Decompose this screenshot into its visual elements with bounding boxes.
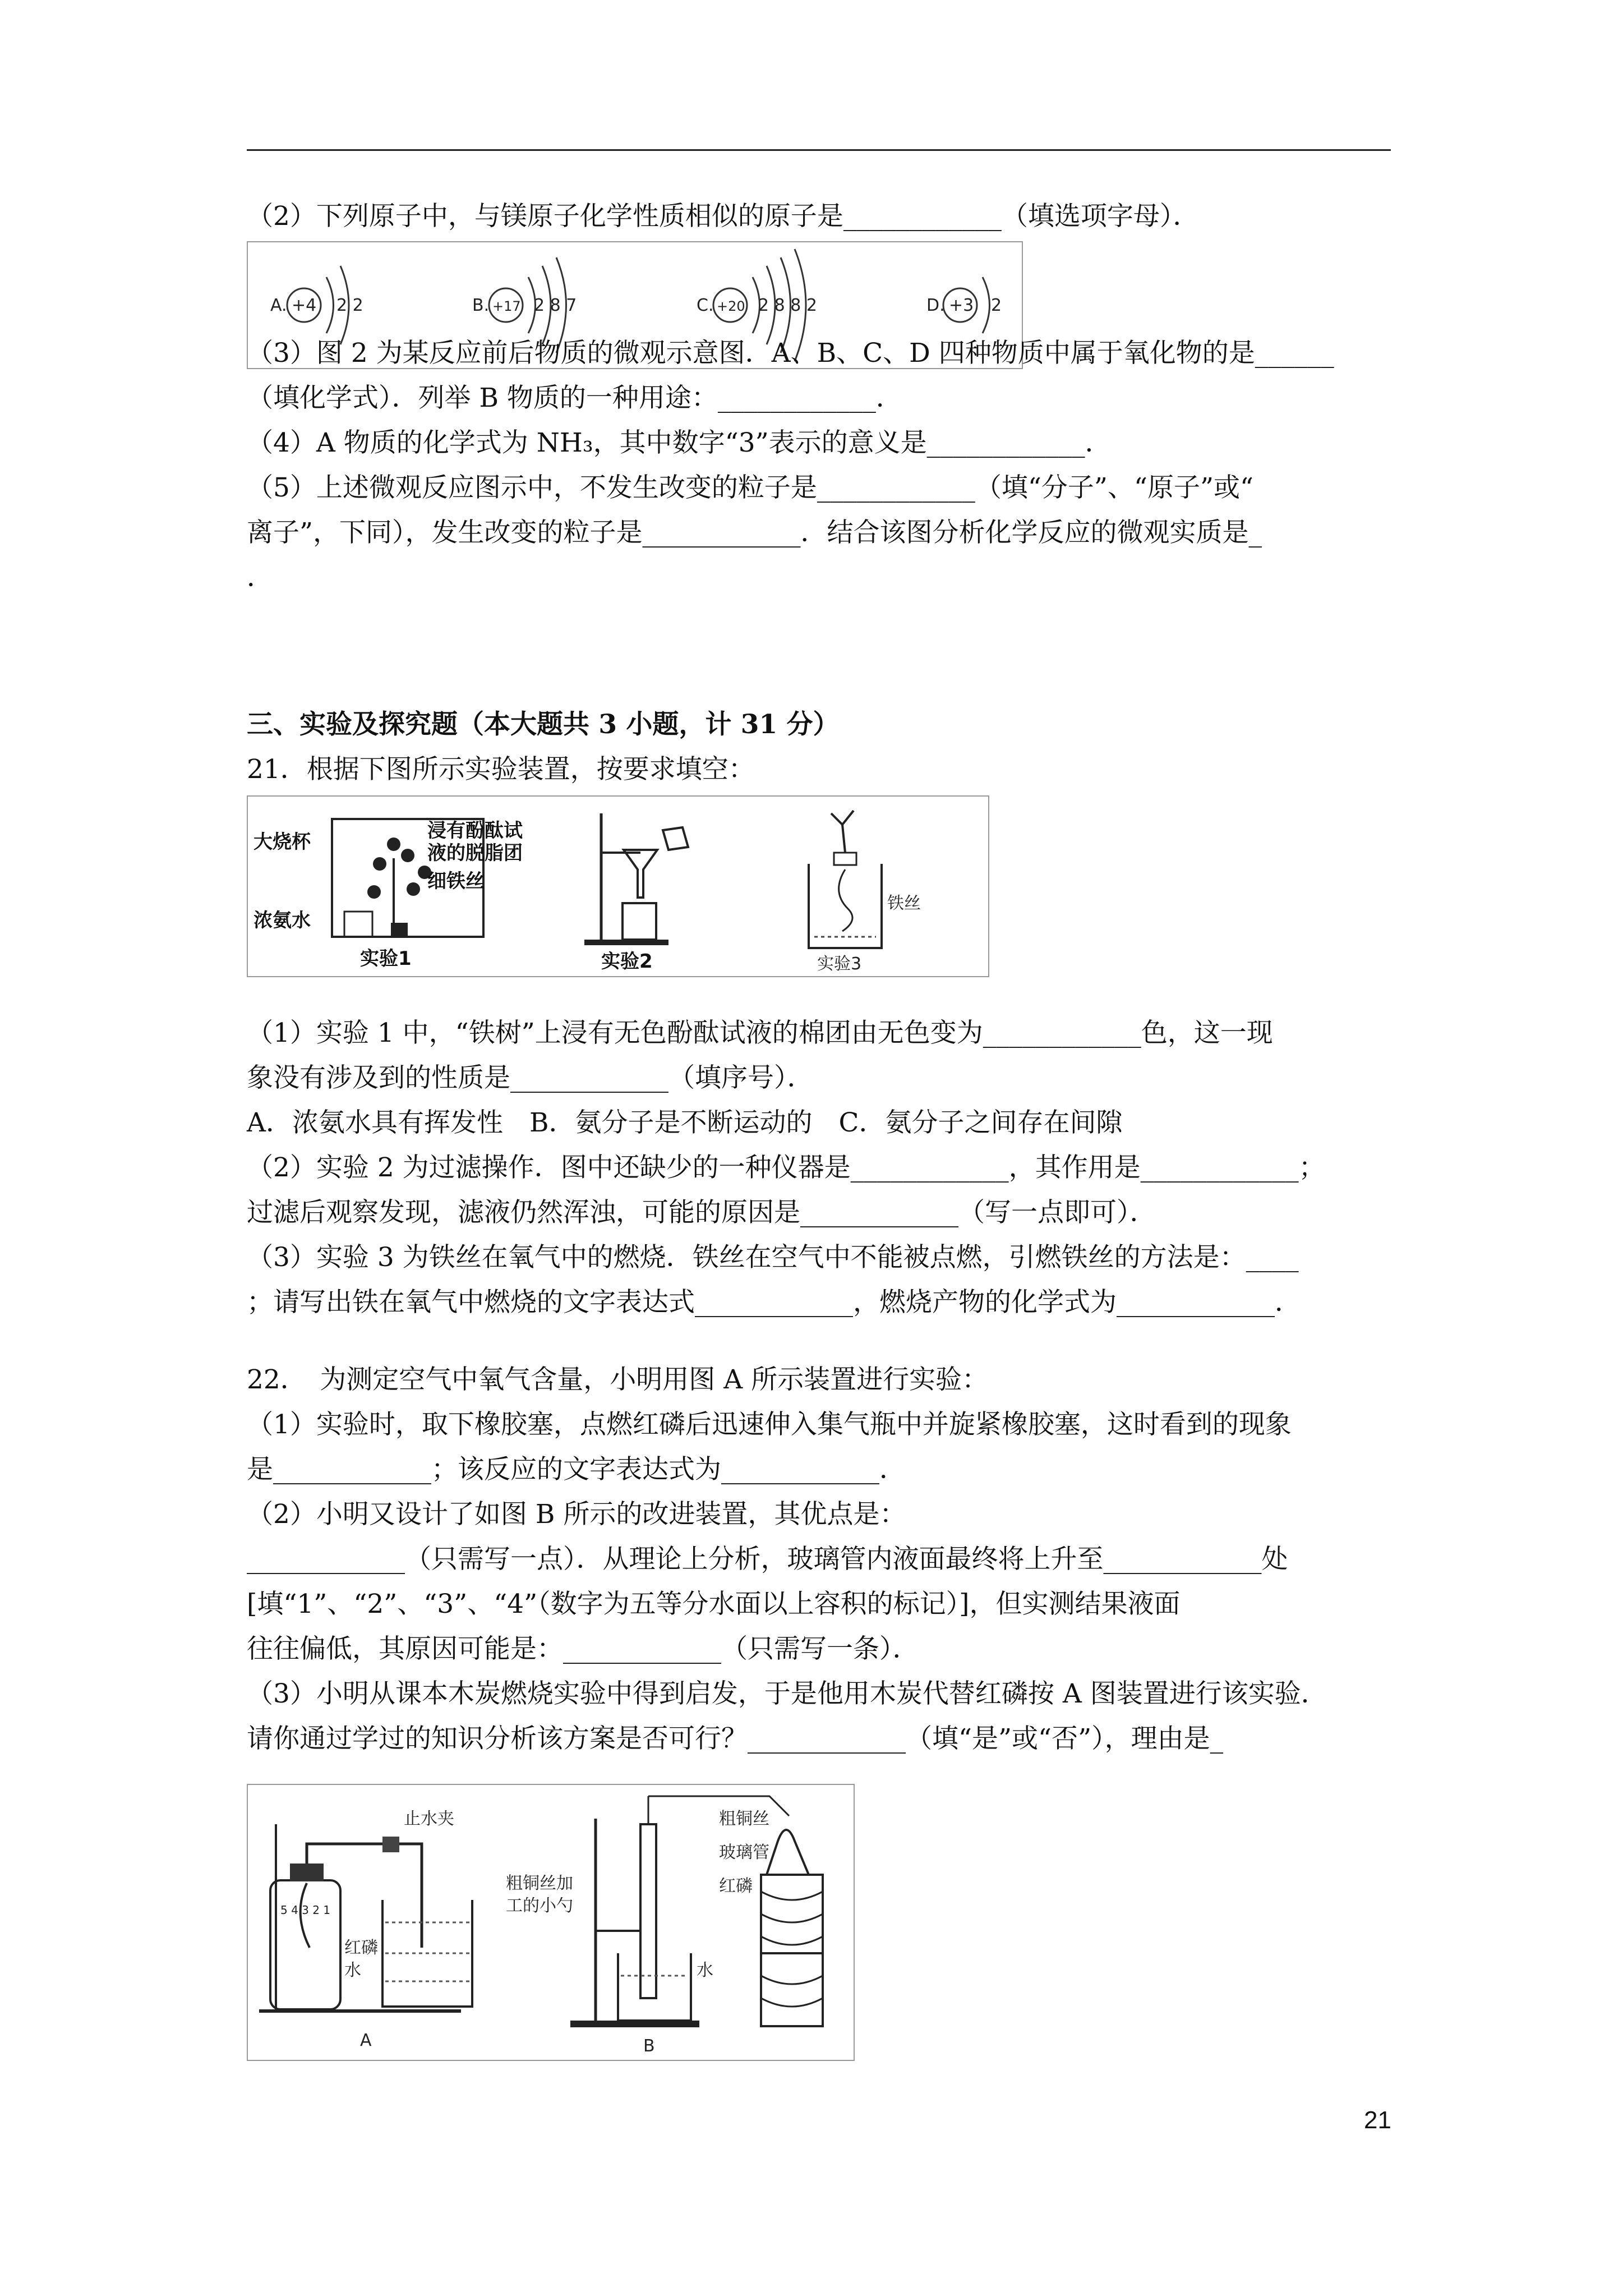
svg-text:2: 2 — [991, 296, 1002, 315]
q22-1-line2: 是____________；该反应的文字表达式为____________． — [247, 1454, 906, 1485]
svg-text:红磷: 红磷 — [719, 1876, 753, 1896]
svg-text:粗铜丝: 粗铜丝 — [719, 1809, 769, 1829]
experiment-2-apparatus — [584, 813, 688, 973]
svg-text:红磷: 红磷 — [344, 1938, 378, 1958]
q21-1-line2: 象没有涉及到的性质是____________（填序号）． — [247, 1062, 814, 1093]
q22-2-line4: 往往偏低，其原因可能是：____________（只需写一条）． — [247, 1634, 919, 1664]
experiment-1-apparatus — [253, 819, 523, 970]
svg-text:2 2: 2 2 — [336, 296, 363, 315]
page-number: 21 — [1364, 2106, 1391, 2134]
q20-4-line: （4）A 物质的化学式为 NH₃，其中数字“3”表示的意义是____________． — [247, 427, 1112, 458]
svg-text:+17: +17 — [492, 298, 521, 314]
q21-stem: 21．根据下图所示实验装置，按要求填空： — [247, 754, 755, 785]
q21-2-line1: （2）实验 2 为过滤操作．图中还缺少的一种仪器是____________，其作用是____________； — [247, 1152, 1325, 1183]
figure-b-apparatus — [506, 1796, 823, 2056]
svg-text:粗铜丝加: 粗铜丝加 — [506, 1874, 573, 1893]
q22-1-line1: （1）实验时，取下橡胶塞，点燃红磷后迅速伸入集气瓶中并旋紧橡胶塞，这时看到的现象 — [247, 1409, 1292, 1440]
svg-text:工的小勺: 工的小勺 — [506, 1896, 573, 1916]
svg-text:2 8 8 2: 2 8 8 2 — [758, 296, 817, 315]
svg-text:大烧杯: 大烧杯 — [253, 831, 311, 853]
svg-text:浸有酚酞试: 浸有酚酞试 — [427, 820, 523, 842]
q22-2-line1: （2）小明又设计了如图 B 所示的改进装置，其优点是： — [247, 1499, 906, 1530]
atom-a — [270, 266, 363, 344]
q20-3-line2: （填化学式）．列举 B 物质的一种用途：____________． — [247, 383, 902, 413]
q20-5-line3: ． — [247, 562, 273, 593]
svg-text:+20: +20 — [717, 298, 745, 314]
svg-text:+3: +3 — [949, 296, 974, 315]
svg-text:止水夹: 止水夹 — [404, 1809, 454, 1829]
experiments-figure — [247, 795, 989, 977]
svg-text:浓氨水: 浓氨水 — [253, 909, 311, 932]
q21-options: A．浓氨水具有挥发性 B．氨分子是不断运动的 C．氨分子之间存在间隙 — [247, 1107, 1123, 1138]
svg-text:+4: +4 — [292, 296, 317, 315]
q22-2-line2: ____________（只需写一点）．从理论上分析，玻璃管内液面最终将上升至____________处 — [247, 1544, 1288, 1575]
q21-1-line1: （1）实验 1 中，“铁树”上浸有无色酚酞试液的棉团由无色变为____________色，这一现 — [247, 1018, 1273, 1048]
section-heading: 三、实验及探究题（本大题共 3 小题，计 31 分） — [247, 709, 840, 740]
q22-2-line3: [填“1”、“2”、“3”、“4”（数字为五等分水面以上容积的标记）]，但实测结果液面 — [247, 1589, 1181, 1619]
svg-text:实验1: 实验1 — [360, 947, 412, 970]
q21-3-line2: ；请写出铁在氧气中燃烧的文字表达式____________，燃烧产物的化学式为____________． — [247, 1287, 1301, 1318]
svg-text:细铁丝: 细铁丝 — [427, 870, 485, 892]
svg-text:C.: C. — [697, 296, 714, 315]
svg-text:B.: B. — [472, 296, 490, 315]
q22-3-line2: 请你通过学过的知识分析该方案是否可行？____________（填“是”或“否”），理由是_ — [247, 1723, 1224, 1754]
svg-text:水: 水 — [344, 1961, 361, 1980]
q20-5-line2: 离子”，下同），发生改变的粒子是____________．结合该图分析化学反应的微观实质是_ — [247, 517, 1262, 548]
svg-text:2 8 7: 2 8 7 — [534, 296, 577, 315]
q21-3-line1: （3）实验 3 为铁丝在氧气中的燃烧．铁丝在空气中不能被点燃，引燃铁丝的方法是：____ — [247, 1242, 1299, 1273]
svg-text:玻璃管: 玻璃管 — [719, 1843, 769, 1862]
svg-text:D.: D. — [926, 296, 945, 315]
experiment-3-apparatus — [809, 811, 921, 974]
svg-text:实验2: 实验2 — [601, 950, 653, 973]
svg-text:A.: A. — [270, 296, 287, 315]
svg-text:A: A — [360, 2031, 372, 2050]
atom-d — [926, 277, 1002, 333]
header-rule — [247, 149, 1391, 151]
svg-text:铁丝: 铁丝 — [887, 894, 921, 913]
figure-a-apparatus — [259, 1809, 472, 2050]
q20-2-line: （2）下列原子中，与镁原子化学性质相似的原子是____________（填选项字母）． — [247, 201, 1200, 232]
q22-3-line1: （3）小明从课本木炭燃烧实验中得到启发，于是他用木炭代替红磷按 A 图装置进行该实验． — [247, 1678, 1327, 1709]
svg-text:5 4 3 2 1: 5 4 3 2 1 — [280, 1903, 331, 1917]
q20-5-line1: （5）上述微观反应图示中，不发生改变的粒子是____________（填“分子”、“原子”或“ — [247, 472, 1254, 503]
svg-text:实验3: 实验3 — [817, 954, 862, 974]
q21-2-line2: 过滤后观察发现，滤液仍然浑浊，可能的原因是____________（写一点即可）． — [247, 1197, 1156, 1228]
apparatus-figure-ab — [247, 1784, 855, 2061]
q22-stem: 22． 为测定空气中氧气含量，小明用图 A 所示装置进行实验： — [247, 1364, 989, 1395]
svg-text:液的脱脂团: 液的脱脂团 — [427, 842, 523, 864]
svg-text:B: B — [643, 2036, 655, 2056]
svg-text:水: 水 — [697, 1961, 713, 1980]
q20-3-line1: （3）图 2 为某反应前后物质的微观示意图．A、B、C、D 四种物质中属于氧化物的是______ — [247, 338, 1334, 369]
